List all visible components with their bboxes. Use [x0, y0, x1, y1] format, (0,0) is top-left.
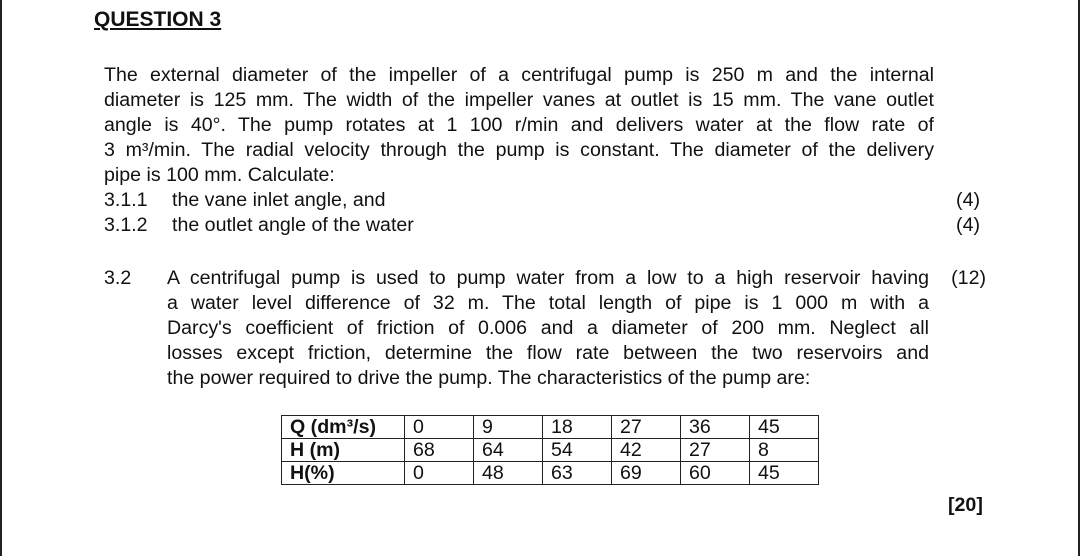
subquestion-text: the outlet angle of the water — [172, 214, 414, 236]
table-cell: 68 — [405, 439, 474, 462]
table-cell: 45 — [750, 416, 819, 439]
table-cell: 64 — [474, 439, 543, 462]
question-heading: QUESTION 3 — [94, 8, 222, 31]
question-3-2-text — [167, 266, 929, 391]
table-cell: 27 — [612, 416, 681, 439]
row-label: H(%) — [282, 462, 405, 485]
subquestion-3-1-2 — [104, 213, 414, 238]
paragraph-line: a water level difference of 32 m. The total length of pipe is 1 000 m with a — [167, 292, 929, 314]
paragraph-line: pipe is 100 mm. Calculate: — [104, 164, 335, 186]
total-marks: [20] — [948, 494, 983, 516]
paragraph-line: losses except friction, determine the flow rate between the two reservoirs and — [167, 342, 929, 364]
table-cell: 48 — [474, 462, 543, 485]
table-cell: 27 — [681, 439, 750, 462]
table-cell: 60 — [681, 462, 750, 485]
row-label: H (m) — [282, 439, 405, 462]
marks-3-1-1: (4) — [956, 189, 980, 211]
subquestion-number: 3.1.2 — [104, 214, 148, 236]
subquestion-number: 3.1.1 — [104, 189, 148, 211]
table-cell: 18 — [543, 416, 612, 439]
paragraph-line: diameter is 125 mm. The width of the impeller vanes at outlet is 15 mm. The vane outlet — [104, 89, 934, 111]
question-3-2-number: 3.2 — [104, 267, 132, 289]
paragraph-line: A centrifugal pump is used to pump water from a low to a high reservoir having — [167, 267, 929, 289]
table-cell: 63 — [543, 462, 612, 485]
table-cell: 9 — [474, 416, 543, 439]
table-cell: 0 — [405, 416, 474, 439]
row-label: Q (dm³/s) — [282, 416, 405, 439]
table-cell: 36 — [681, 416, 750, 439]
table-row — [282, 416, 819, 439]
paragraph-line: Darcy's coefficient of friction of 0.006 and a diameter of 200 mm. Neglect all — [167, 317, 929, 339]
subquestion-text: the vane inlet angle, and — [172, 189, 386, 211]
paragraph-line: the power required to drive the pump. The characteristics of the pump are: — [167, 367, 811, 389]
pump-characteristics-table — [281, 415, 819, 485]
table-row — [282, 439, 819, 462]
table-cell: 69 — [612, 462, 681, 485]
question-3-1-text — [104, 63, 934, 188]
table-cell: 0 — [405, 462, 474, 485]
table-cell: 42 — [612, 439, 681, 462]
table-cell: 8 — [750, 439, 819, 462]
paragraph-line: angle is 40°. The pump rotates at 1 100 r/min and delivers water at the flow rate of — [104, 114, 934, 136]
subquestion-3-1-1 — [104, 188, 386, 213]
marks-3-1-2: (4) — [956, 214, 980, 236]
table-row — [282, 462, 819, 485]
marks-3-2: (12) — [951, 267, 986, 289]
page-left-edge — [0, 0, 2, 556]
table-cell: 54 — [543, 439, 612, 462]
paragraph-line: 3 m³/min. The radial velocity through the pump is constant. The diameter of the delivery — [104, 139, 934, 161]
paragraph-line: The external diameter of the impeller of a centrifugal pump is 250 m and the internal — [104, 64, 934, 86]
table-cell: 45 — [750, 462, 819, 485]
